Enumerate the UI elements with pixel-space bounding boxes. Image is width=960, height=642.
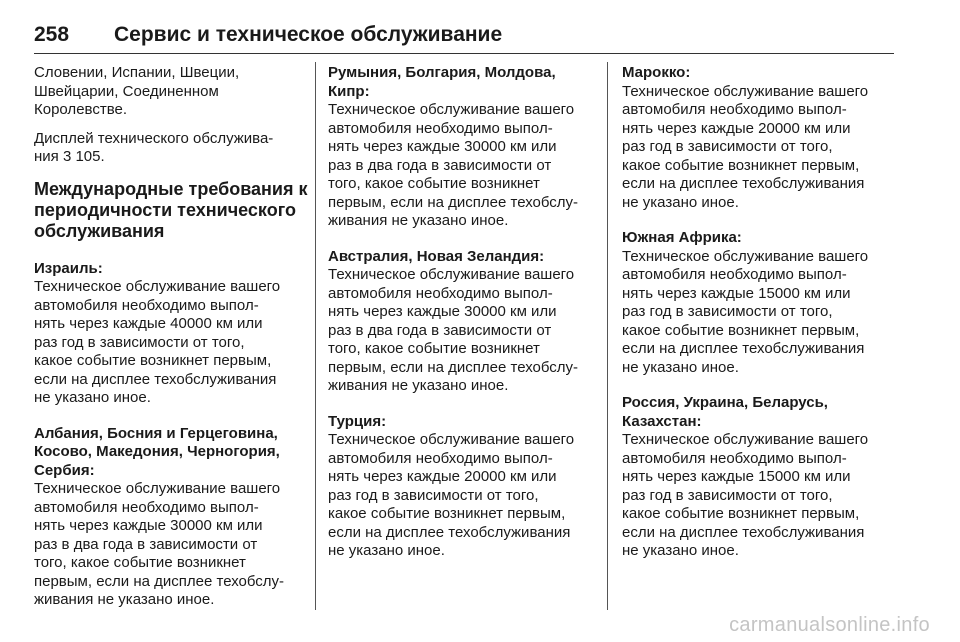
column-1	[34, 64, 306, 627]
albania-heading	[34, 425, 306, 481]
text-line: автомобиля необходимо выпол‐	[328, 119, 553, 137]
text-line: Дисплей технического обслужива‐	[34, 129, 274, 147]
column-3	[622, 64, 894, 578]
text-line: автомобиля необходимо выпол‐	[622, 266, 847, 283]
text-line: обслуживания	[34, 220, 165, 241]
text-line: нять через каждые 15000 км или	[622, 284, 851, 302]
text-line: раз в два года в зависимости от	[34, 535, 258, 553]
text-line: Южная Африка:	[622, 229, 742, 246]
text-line: Техническое обслуживание вашего	[328, 266, 575, 283]
text-line: автомобиля необходимо выпол‐	[622, 449, 847, 467]
text-line: если на дисплее техобслуживания	[328, 523, 571, 541]
page-title: Сервис и техническое обслуживание	[114, 23, 503, 46]
romania-body	[328, 101, 600, 231]
text-line: Техническое обслуживание вашего	[34, 278, 281, 295]
text-line: живания не указано иное.	[328, 212, 509, 229]
watermark: carmanualsonline.info	[729, 614, 930, 636]
text-line: какое событие возникнет первым,	[622, 321, 860, 339]
text-line: не указано иное.	[622, 193, 739, 211]
text-line: автомобиля необходимо выпол‐	[34, 296, 259, 314]
text-line: какое событие возникнет первым,	[622, 505, 860, 522]
text-line: раз в два года в зависимости от	[328, 156, 552, 174]
text-line: Техническое обслуживание вашего	[622, 431, 869, 448]
text-line: автомобиля необходимо выпол‐	[328, 449, 553, 467]
text-line: автомобиля необходимо выпол‐	[34, 498, 259, 516]
text-line: первым, если на дисплее техобслу‐	[34, 572, 285, 590]
text-line: раз год в зависимости от того,	[328, 486, 539, 504]
text-line: раз в два года в зависимости от	[328, 321, 552, 339]
text-line: нять через каждые 30000 км или	[328, 138, 557, 155]
text-line: того, какое событие возникнет	[328, 175, 540, 192]
south-africa-heading	[622, 229, 894, 248]
text-line: Турция:	[328, 412, 387, 430]
text-line: Королевстве.	[34, 101, 128, 118]
text-line: нять через каждые 30000 км или	[328, 303, 557, 320]
text-line: периодичности технического	[34, 199, 296, 220]
text-line: Австралия, Новая Зеландия:	[328, 247, 545, 265]
text-line: первым, если на дисплее техобслу‐	[328, 358, 579, 376]
text-line: нять через каждые 20000 км или	[328, 468, 557, 485]
text-line: Марокко:	[622, 64, 691, 81]
column-divider-1	[315, 62, 316, 610]
text-line: если на дисплее техобслуживания	[622, 523, 865, 541]
text-line: нять через каждые 40000 км или	[34, 315, 263, 332]
text-line: Косово, Македония, Черногория,	[34, 443, 280, 460]
turkey-heading	[328, 413, 600, 432]
israel-body	[34, 278, 306, 408]
morocco-heading	[622, 64, 894, 83]
text-line: ния 3 105.	[34, 148, 105, 165]
section-heading	[34, 179, 306, 242]
text-line: первым, если на дисплее техобслу‐	[328, 193, 579, 211]
text-line: Техническое обслуживание вашего	[328, 431, 575, 448]
text-line: того, какое событие возникнет	[34, 554, 246, 571]
display-reference	[34, 130, 306, 167]
turkey-body	[328, 431, 600, 561]
text-line: автомобиля необходимо выпол‐	[328, 284, 553, 302]
text-line: живания не указано иное.	[328, 377, 509, 394]
romania-heading	[328, 64, 600, 101]
text-line: раз год в зависимости от того,	[34, 333, 245, 351]
text-line: если на дисплее техобслуживания	[622, 175, 865, 192]
text-line: какое событие возникнет первым,	[34, 352, 272, 369]
page-header	[34, 20, 894, 50]
text-line: раз год в зависимости от того,	[622, 138, 833, 155]
text-line: Техническое обслуживание вашего	[622, 82, 869, 100]
text-line: Кипр:	[328, 82, 370, 100]
text-line: Словении, Испании, Швеции,	[34, 64, 240, 81]
text-line: Казахстан:	[622, 412, 702, 430]
text-line: того, какое событие возникнет	[328, 340, 540, 357]
text-line: какое событие возникнет первым,	[328, 505, 566, 522]
text-line: раз год в зависимости от того,	[622, 303, 833, 320]
column-2	[328, 64, 600, 578]
intro-paragraph	[34, 64, 306, 120]
text-line: нять через каждые 20000 км или	[622, 119, 851, 137]
text-line: Техническое обслуживание вашего	[328, 101, 575, 118]
page-number: 258	[34, 23, 70, 46]
text-line: не указано иное.	[34, 389, 151, 406]
south-africa-body	[622, 248, 894, 378]
text-line: Швейцарии, Соединенном	[34, 82, 219, 100]
morocco-body	[622, 83, 894, 213]
text-line: Израиль:	[34, 259, 103, 277]
australia-heading	[328, 248, 600, 267]
australia-body	[328, 266, 600, 396]
text-line: если на дисплее техобслуживания	[622, 340, 865, 357]
text-line: Сербия:	[34, 461, 95, 479]
text-line: Техническое обслуживание вашего	[622, 247, 869, 265]
text-line: не указано иное.	[328, 542, 445, 559]
israel-heading	[34, 260, 306, 279]
text-line: Россия, Украина, Беларусь,	[622, 394, 828, 411]
text-line: раз год в зависимости от того,	[622, 486, 833, 504]
text-line: Румыния, Болгария, Молдова,	[328, 64, 556, 81]
text-line: нять через каждые 30000 км или	[34, 517, 263, 534]
albania-body	[34, 480, 306, 610]
text-line: не указано иное.	[622, 542, 739, 559]
text-line: автомобиля необходимо выпол‐	[622, 101, 847, 118]
text-line: если на дисплее техобслуживания	[34, 370, 277, 388]
text-line: какое событие возникнет первым,	[622, 156, 860, 174]
text-line: Албания, Босния и Герцеговина,	[34, 424, 278, 442]
text-line: не указано иное.	[622, 358, 739, 376]
header-divider	[34, 53, 894, 54]
russia-heading	[622, 394, 894, 431]
text-line: Международные требования к	[34, 178, 308, 199]
column-divider-2	[607, 62, 608, 610]
text-line: Техническое обслуживание вашего	[34, 480, 281, 497]
russia-body	[622, 431, 894, 561]
text-line: нять через каждые 15000 км или	[622, 468, 851, 485]
text-line: живания не указано иное.	[34, 591, 215, 608]
